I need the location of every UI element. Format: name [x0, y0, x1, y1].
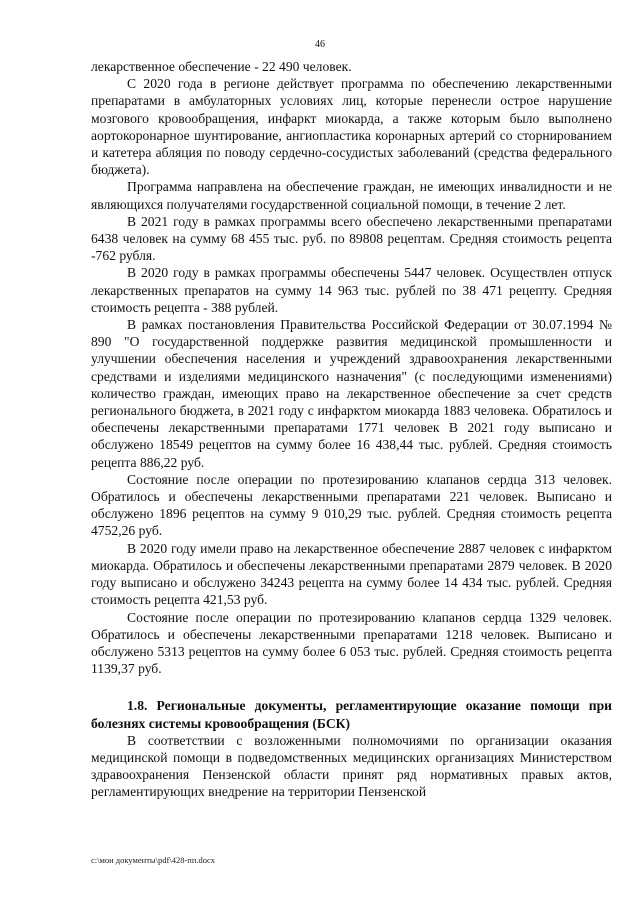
- section-heading: 1.8. Региональные документы, регламентирующие оказание помощи при болезнях системы кровообращения (БСК): [91, 698, 612, 731]
- paragraph-program-2021: В 2021 году в рамках программы всего обеспечено лекарственными препаратами 6438 человек на сумму 68 455 тыс. руб. по 89808 рецептам. Средняя стоимость рецепта -762 рубля.: [91, 213, 612, 264]
- paragraph-program-2020: С 2020 года в регионе действует программа по обеспечению лекарственными препаратами в амбулаторных условиях лиц, которые перенесли острое нарушение мозгового кровообращения, инфаркт миокарда, а также которым было выполнено аортокоронарное шунтирование, ангиопластика коронарных артерий со сторнированием и катетера абляция по поводу сердечно-сосудистых заболеваний (средства федерального бюджета).: [91, 76, 612, 178]
- document-body: [91, 58, 612, 801]
- paragraph-continuation: лекарственное обеспечение - 22 490 человек.: [91, 59, 352, 74]
- paragraph-valve-2020: Состояние после операции по протезированию клапанов сердца 1329 человек. Обратилось и обеспечены лекарственными препаратами 1218 человек. Выписано и обслужено 5313 рецептов на сумму более 6 053 тыс. рублей. Средняя стоимость рецепта 1139,37 руб.: [91, 609, 612, 677]
- paragraph-resolution-890: В рамках постановления Правительства Российской Федерации от 30.07.1994 № 890 "О государственной поддержке развития медицинской промышленности и улучшении обеспечения населения и учреждений здравоохранения лекарственными средствами и изделиями медицинского назначения" (с последующими изменениями) количество граждан, имеющих право на лекарственное обеспечение за счет средств регионального бюджета, в 2021 году с инфарктом миокарда 1883 человека. Обратилось и обеспечены лекарственными препаратами 1771 человек В 2021 году выписано и обслужено 18549 рецептов на сумму более 16 438,44 тыс. рублей. Средняя стоимость рецепта 886,22 руб.: [91, 317, 612, 470]
- paragraph-section-intro: В соответствии с возложенными полномочиями по организации оказания медицинской помощи в подведомственных медицинских организациях Министерством здравоохранения Пензенской области принят ряд нормативных правых актов, регламентирующих внедрение на территории Пензенской: [91, 732, 612, 800]
- paragraph-infarct-2020: В 2020 году имели право на лекарственное обеспечение 2887 человек с инфарктом миокарда. Обратилось и обеспечены лекарственными препаратами 2879 человек. В 2020 году выписано и обслужено 34243 рецепта на сумму более 14 434 тыс. рублей. Средняя стоимость рецепта 421,53 руб.: [91, 540, 612, 608]
- page-number: 46: [315, 39, 325, 50]
- paragraph-valve-2021: Состояние после операции по протезированию клапанов сердца 313 человек. Обратилось и обеспечены лекарственными препаратами 221 человек. Выписано и обслужено 1896 рецептов на сумму 9 010,29 тыс. рублей. Средняя стоимость рецепта 4752,26 руб.: [91, 471, 612, 539]
- footer-file-path: c:\мои документы\pdf\428-пп.docx: [91, 855, 216, 865]
- paragraph-program-2020-results: В 2020 году в рамках программы обеспечены 5447 человек. Осуществлен отпуск лекарственных препаратов на сумму 14 963 тыс. рублей по 38 471 рецепту. Средняя стоимость рецепта - 388 рублей.: [91, 265, 612, 315]
- paragraph-program-target: Программа направлена на обеспечение граждан, не имеющих инвалидности и не являющихся получателями государственной социальной помощи, в течение 2 лет.: [91, 179, 612, 212]
